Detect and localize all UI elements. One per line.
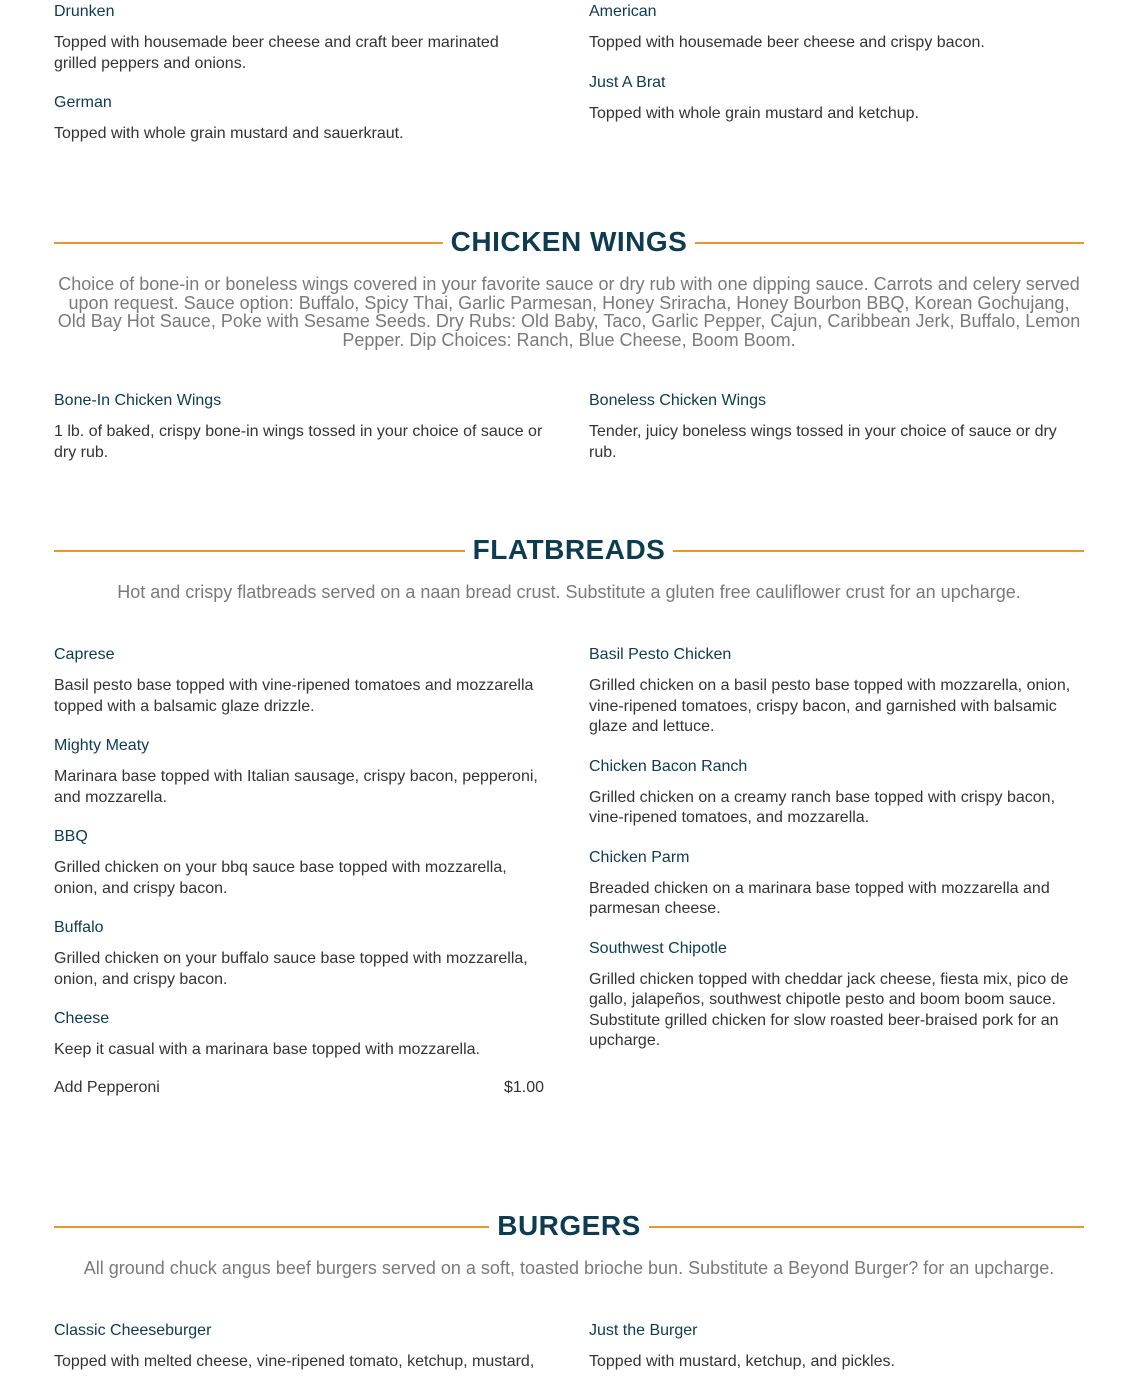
item-description: Grilled chicken on your bbq sauce base topped with mozzarella, onion, and crispy bacon.: [54, 859, 507, 897]
section-intro: Hot and crispy flatbreads served on a naan bread crust. Substitute a gluten free cauliflower crust for an upcharge.: [117, 582, 1021, 602]
item-name: Just A Brat: [589, 73, 666, 91]
item-name: Chicken Parm: [589, 848, 690, 866]
item-description: Basil pesto base topped with vine-ripened tomatoes and mozzarella topped with a balsamic glaze drizzle.: [54, 677, 534, 715]
item-description: Topped with mustard, ketchup, and pickles.: [589, 1353, 895, 1370]
item-name: Classic Cheeseburger: [54, 1322, 212, 1339]
item-name: Just the Burger: [589, 1322, 698, 1339]
top-items-left: [54, 1, 544, 163]
section-header-burgers: [54, 1208, 1084, 1244]
wings-items: [54, 390, 1084, 481]
addon-row: [54, 1078, 544, 1098]
menu-item: [54, 917, 544, 990]
top-items: [54, 1, 1084, 163]
item-name: American: [589, 3, 657, 20]
item-description: Topped with whole grain mustard and sauerkraut.: [54, 125, 404, 142]
burger-items-left: [54, 1320, 544, 1391]
item-description: 1 lb. of baked, crispy bone-in wings tossed in your choice of sauce or dry rub.: [54, 423, 543, 461]
item-name: Caprese: [54, 646, 115, 663]
menu-item: [589, 644, 1084, 738]
section-intro: All ground chuck angus beef burgers served on a soft, toasted brioche bun. Substitute a Beyond Burger? for an upcharge.: [83, 1258, 1055, 1278]
section-intro: Choice of bone-in or boneless wings covered in your favorite sauce or dry rub with one dipping sauce. Carrots and celery served upon request. Sauce option: Buffalo, Spicy Thai, Garlic Parmesan, Honey Sriracha, Honey Bourbon BBQ, Korean Gochujang, Old Bay Hot Sauce, Poke with Sesame Seeds. Dry Rubs: Old Baby, Taco, Garlic Pepper, Cajun, Caribbean Jerk, Buffalo, Lemon Pepper. Dip Choices: Ranch, Blue Cheese, Boom Boom.: [57, 274, 1081, 350]
item-description: Topped with housemade beer cheese and craft beer marinated grilled peppers and onions.: [54, 34, 499, 72]
item-description: Grilled chicken on a basil pesto base topped with mozzarella, onion, vine-ripened tomatoes, crispy bacon, and garnished with balsamic glaze and lettuce.: [589, 677, 1071, 735]
flatbread-items-left: [54, 644, 544, 1098]
item-name: Basil Pesto Chicken: [589, 646, 732, 663]
burger-items-right: [589, 1320, 1084, 1391]
wings-items-right: [589, 390, 1084, 481]
item-description: Topped with housemade beer cheese and crispy bacon.: [589, 34, 985, 51]
item-name: Drunken: [54, 3, 115, 20]
menu-item: [589, 756, 1084, 829]
menu-item: [589, 1, 1084, 54]
item-name: Bone-In Chicken Wings: [54, 392, 222, 409]
item-description: Topped with melted cheese, vine-ripened tomato, ketchup, mustard,: [54, 1353, 535, 1370]
item-description: Breaded chicken on a marinara base topped with mozzarella and parmesan cheese.: [589, 879, 1050, 917]
menu-item: [54, 1320, 544, 1373]
section-title: BURGERS: [489, 1208, 649, 1244]
item-name: Mighty Meaty: [54, 737, 150, 754]
addon-label: Add Pepperoni: [54, 1078, 160, 1096]
item-name: Buffalo: [54, 919, 104, 936]
section-title: FLATBREADS: [465, 532, 674, 568]
item-description: Grilled chicken on a creamy ranch base topped with crispy bacon, vine-ripened tomatoes, and mozzarella.: [589, 788, 1056, 826]
item-description: Topped with whole grain mustard and ketchup.: [589, 104, 919, 122]
item-description: Grilled chicken on your buffalo sauce base topped with mozzarella, onion, and crispy bacon.: [54, 950, 528, 988]
menu-item: [589, 72, 1084, 125]
item-description: Marinara base topped with Italian sausage, crispy bacon, pepperoni, and mozzarella.: [54, 768, 538, 806]
menu-item: [589, 1320, 1084, 1373]
item-description: Keep it casual with a marinara base topped with mozzarella.: [54, 1041, 480, 1058]
menu-item: [589, 847, 1084, 920]
menu-item: [54, 735, 544, 808]
item-name: Cheese: [54, 1010, 110, 1027]
item-description: Tender, juicy boneless wings tossed in your choice of sauce or dry rub.: [589, 423, 1057, 461]
menu-item: [589, 390, 1084, 463]
menu-item: [54, 1, 544, 74]
item-name: Southwest Chipotle: [589, 939, 727, 957]
top-items-right: [589, 1, 1084, 163]
section-header-chicken-wings: [54, 224, 1084, 260]
addon-price: $1.00: [503, 1078, 544, 1096]
menu-item: [54, 92, 544, 145]
item-name: Chicken Bacon Ranch: [589, 757, 748, 775]
menu-item: [54, 390, 544, 463]
item-name: BBQ: [54, 828, 88, 845]
menu-item: [54, 826, 544, 899]
flatbread-items-right: [589, 644, 1084, 1098]
wings-items-left: [54, 390, 544, 481]
menu-item: [54, 1008, 544, 1061]
menu-item: [54, 644, 544, 717]
flatbread-items: [54, 644, 1084, 1098]
section-title: CHICKEN WINGS: [443, 224, 696, 260]
menu-item: [589, 938, 1084, 1052]
item-name: Boneless Chicken Wings: [589, 392, 766, 409]
item-name: German: [54, 94, 112, 111]
burger-items: [54, 1320, 1084, 1391]
section-header-flatbreads: [54, 532, 1084, 568]
item-description: Grilled chicken topped with cheddar jack cheese, fiesta mix, pico de gallo, jalapeños, southwest chipotle pesto and boom boom sauce. Substitute grilled chicken for slow roasted beer-braised pork for an upcharge.: [589, 970, 1069, 1049]
